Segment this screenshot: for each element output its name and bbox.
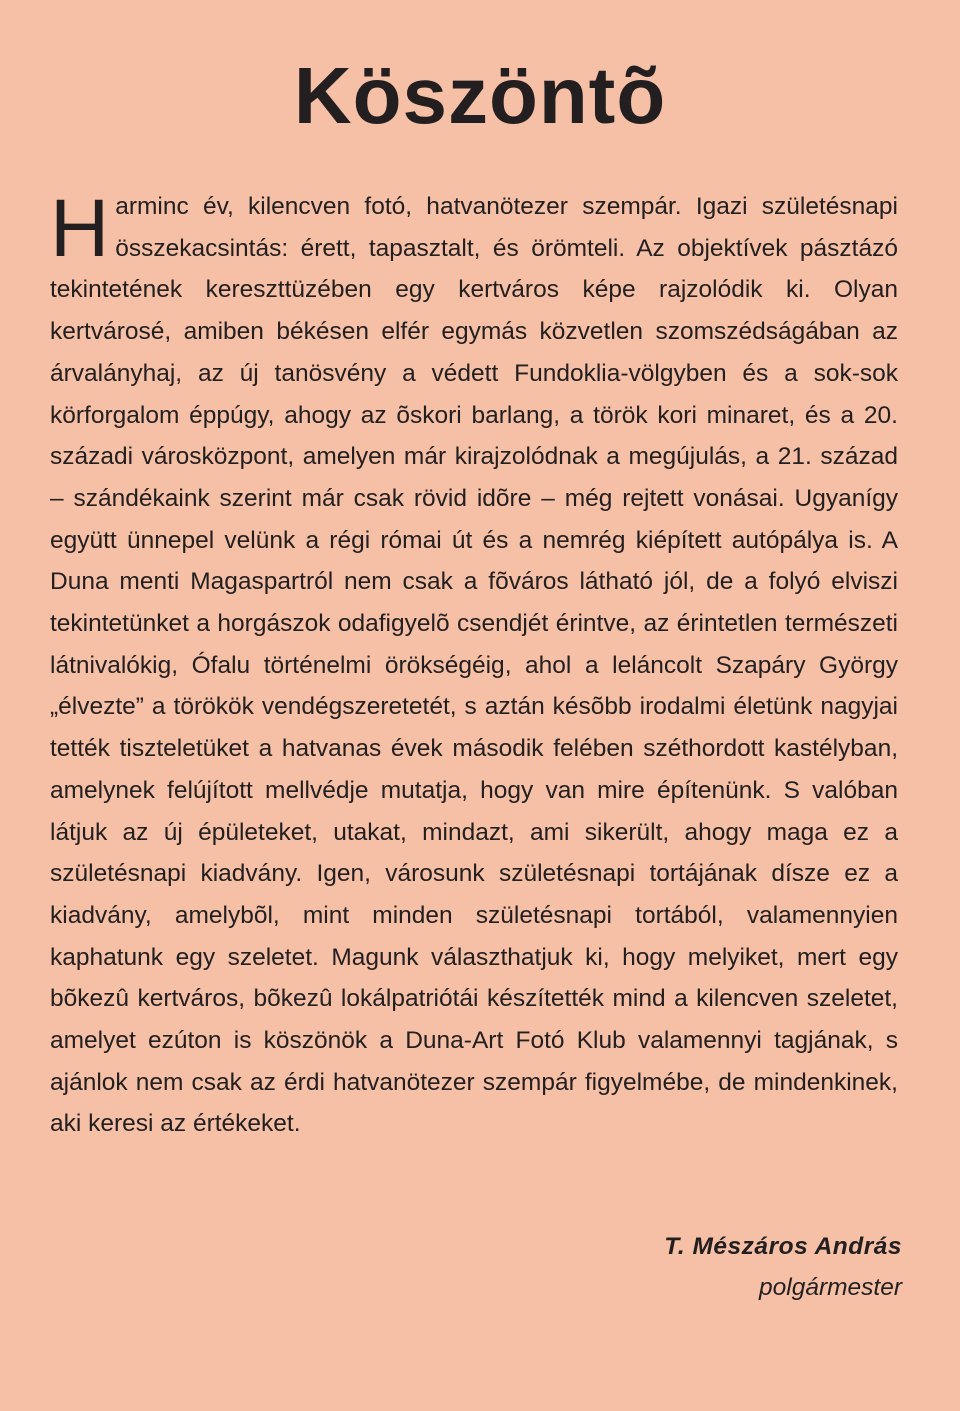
page-title: Köszöntõ [293, 51, 667, 140]
dropcap-letter: H [50, 183, 110, 274]
signature-block [664, 1226, 902, 1308]
greeting-body [50, 183, 898, 1145]
signature-role: polgármester [759, 1274, 902, 1301]
signature-name: T. Mészáros András [664, 1233, 902, 1260]
greeting-text: arminc év, kilencven fotó, hatvanötezer szempár. Igazi születésnapi összekacsintás: érett, tapasztalt, és örömteli. Az objektívek pásztázó tekintetének kereszttüzében egy kertváros képe rajzolódik ki. Olyan kertvárosé, amiben békésen elfér egymás közvetlen szomszédságában az árvalányhaj, az új tanösvény a védett Fundoklia-völgyben és a sok-sok körforgalom éppúgy, ahogy az õskori barlang, a török kori minaret, és a 20. századi városközpont, amelyen már kirajzolódnak a megújulás, a 21. század – szándékaink szerint már csak rövid idõre – még rejtett vonásai. Ugyanígy együtt ünnepel velünk a régi római út és a nemrég kiépített autópálya is. A Duna menti Magaspartról nem csak a fõváros látható jól, de a folyó elviszi tekintetünket a horgászok odafigyelõ csendjét érintve, az érintetlen természeti látnivalókig, Ófalu történelmi örökségéig, ahol a leláncolt Szapáry György „élvezte” a törökök vendégszeretetét, s aztán késõbb irodalmi életünk nagyjai tették tiszteletüket a hatvanas évek második felében széthordott kastélyban, amelynek felújított mellvédje mutatja, hogy van mire építenünk. S valóban látjuk az új épületeket, utakat, mindazt, ami sikerült, ahogy maga ez a születésnapi kiadvány. Igen, városunk születésnapi tortájának dísze ez a kiadvány, amelybõl, mint minden születésnapi tortából, valamennyien kaphatunk egy szeletet. Magunk választhatjuk ki, hogy melyiket, mert egy bõkezû kertváros, bõkezû lokálpatriótái készítették mind a kilencven szeletet, amelyet ezúton is köszönök a Duna-Art Fotó Klub valamennyi tagjának, s ajánlok nem csak az érdi hatvanötezer szempár figyelmébe, de mindenkinek, aki keresi az értékeket. [50, 193, 898, 1138]
